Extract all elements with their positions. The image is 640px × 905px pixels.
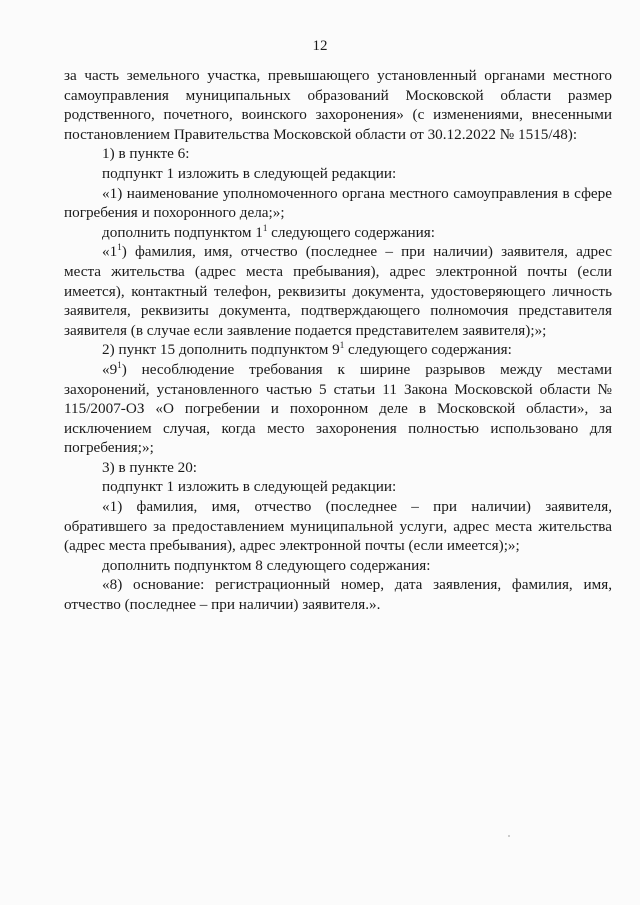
paragraph-add-subitem-1-1: дополнить подпунктом $1^1$ следующего содержания: — [102, 222, 435, 241]
paragraph-item-3: 3) в пункте 20: — [102, 458, 198, 476]
paragraph-item-2: 2) пункт 15 дополнить подпунктом $9^1$ следующего содержания: — [102, 340, 512, 359]
paragraph-item-1: 1) в пункте 6: — [102, 145, 190, 163]
scan-speck — [508, 835, 510, 837]
paragraph-subitem-1-text: подпункт 1 изложить в следующей редакции: — [102, 164, 397, 182]
page-number: 12 — [312, 38, 328, 54]
paragraph-quoted-subitem-9-1: «$9^1$) несоблюдение требования к ширине разрывов между местами захоронений, установленного частью 5 статьи 11 Закона Московской области № 115/2007-ОЗ «О погребении и похоронном деле в Московской области», за исключением случая, когда место захоронения полностью использовано для погребения;»; — [64, 359, 612, 457]
paragraph-add-subitem-8: дополнить подпунктом 8 следующего содержания: — [102, 556, 431, 574]
paragraph-quoted-subitem-8: «8) основание: регистрационный номер, дата заявления, фамилия, имя, отчество (последнее – при наличии) заявителя.». — [64, 576, 612, 614]
paragraph-quoted-subitem-1: «1) наименование уполномоченного органа местного самоуправления в сфере погребения и похоронного дела;»; — [64, 184, 612, 222]
document-body — [64, 66, 612, 615]
paragraph-quoted-subitem-1-1: «$1^1$) фамилия, имя, отчество (последнее – при наличии) заявителя, адрес места жительства (адрес места пребывания), адрес электронной почты (если имеется), контактный телефон, реквизиты документа, удостоверяющего личность заявителя, реквизиты документа, подтверждающего полномочия представителя заявителя (в случае если заявление подается представителем заявителя);»; — [64, 242, 612, 339]
paragraph-subitem-1-text-2: подпункт 1 изложить в следующей редакции: — [102, 478, 397, 496]
paragraph-quoted-subitem-1-2: «1) фамилия, имя, отчество (последнее – при наличии) заявителя, обратившего за предоставлением муниципальной услуги, адрес места жительства (адрес места пребывания), адрес электронной почты (если имеется);»; — [64, 498, 612, 555]
paragraph-continuation: за часть земельного участка, превышающего установленный органами местного самоуправления муниципальных образований Московской области размер родственного, почетного, воинского захоронения» (с изменениями, внесенными постановлением Правительства Московской области от 30.12.2022 № 1515/48): — [64, 67, 612, 143]
